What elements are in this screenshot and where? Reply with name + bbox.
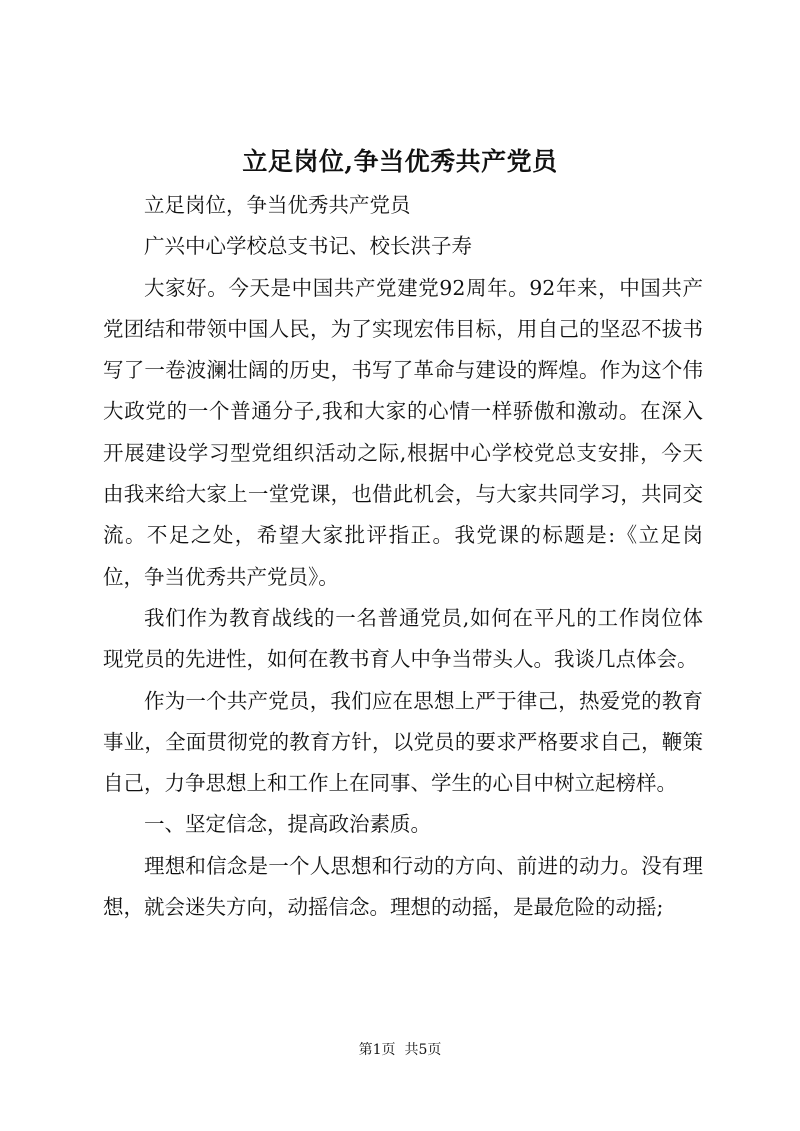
document-body	[103, 185, 703, 928]
body-paragraph: 大家好。今天是中国共产党建党92周年。92年来，中国共产党团结和带领中国人民，为了实现宏伟目标，用自己的坚忍不拔书写了一卷波澜壮阔的历史，书写了革命与建设的辉煌。作为这个伟大政党的一个普通分子,我和大家的心情一样骄傲和激动。在深入开展建设学习型党组织活动之际,根据中心学校党总支安排，今天由我来给大家上一堂党课，也借此机会，与大家共同学习，共同交流。不足之处，希望大家批评指正。我党课的标题是:《立足岗位，争当优秀共产党员》。	[103, 275, 703, 589]
body-paragraph: 作为一个共产党员，我们应在思想上严于律己，热爱党的教育事业，全面贯彻党的教育方针，以党员的要求严格要求自己，鞭策自己，力争思想上和工作上在同事、学生的心目中树立起榜样。	[103, 688, 703, 796]
page-number: 第1页 共5页	[358, 1042, 442, 1058]
document-title: 立足岗位,争当优秀共产党员	[242, 147, 558, 176]
section-heading: 一、坚定信念，提高政治素质。	[144, 812, 431, 837]
author-paragraph: 广兴中心学校总支书记、校长洪子寿	[144, 234, 472, 259]
subtitle-paragraph: 立足岗位，争当优秀共产党员	[144, 193, 411, 217]
body-paragraph: 我们作为教育战线的一名普通党员,如何在平凡的工作岗位体现党员的先进性，如何在教书育人中争当带头人。我谈几点体会。	[103, 605, 703, 672]
body-paragraph: 理想和信念是一个人思想和行动的方向、前进的动力。没有理想，就会迷失方向，动摇信念。理想的动摇，是最危险的动摇;	[103, 853, 703, 920]
